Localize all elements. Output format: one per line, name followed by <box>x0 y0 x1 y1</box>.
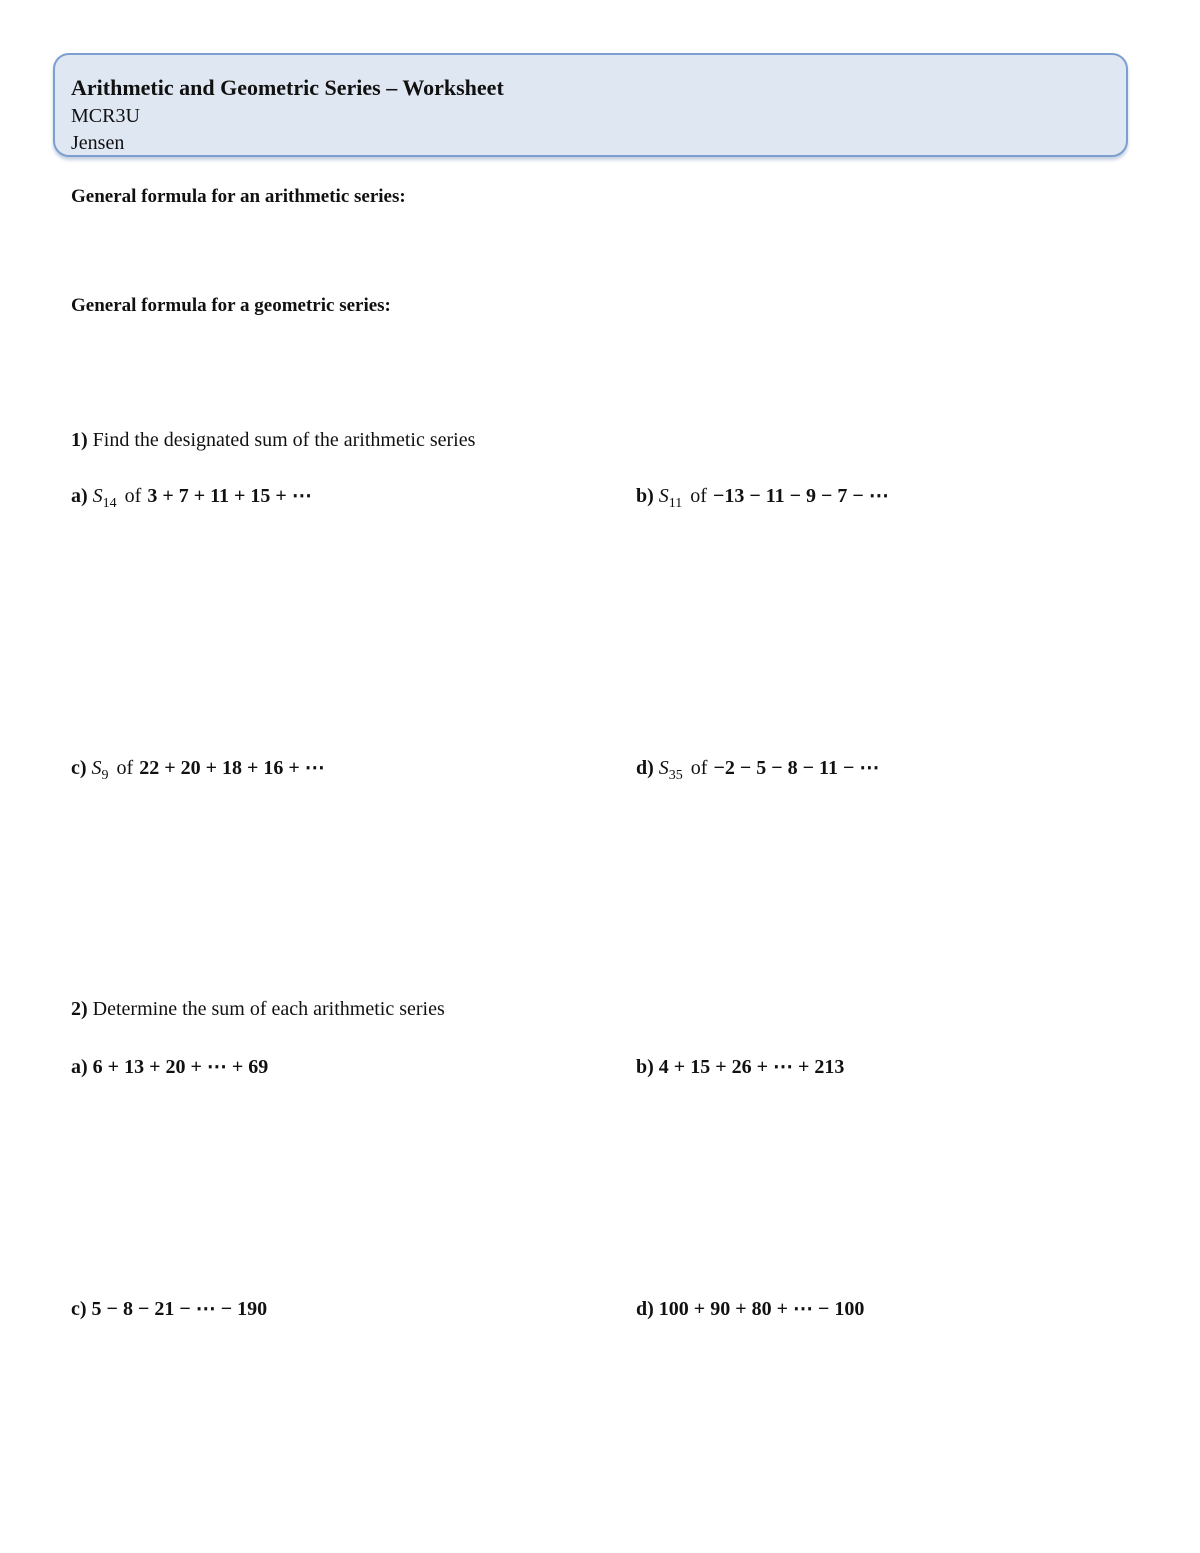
series-expression: 5 − 8 − 21 − ⋯ − 190 <box>91 1298 268 1320</box>
sum-index: 14 <box>102 496 117 511</box>
series-expression: 6 + 13 + 20 + ⋯ + 69 <box>92 1056 269 1078</box>
question-number: 1) <box>71 429 88 451</box>
part-label: c) <box>71 1298 87 1320</box>
sum-symbol: S <box>658 757 669 779</box>
question-2c <box>71 1296 267 1321</box>
part-label: b) <box>636 485 654 507</box>
part-label: d) <box>636 757 654 779</box>
question-2a <box>71 1054 268 1079</box>
part-label: c) <box>71 757 87 779</box>
series-expression: −2 − 5 − 8 − 11 − ⋯ <box>713 757 880 779</box>
part-label: b) <box>636 1056 654 1078</box>
course-code: MCR3U <box>71 105 140 127</box>
series-expression: 4 + 15 + 26 + ⋯ + 213 <box>658 1056 845 1078</box>
worksheet-title: Arithmetic and Geometric Series – Worksheet <box>71 75 504 100</box>
question-2d <box>636 1296 864 1321</box>
sum-index: 9 <box>101 768 109 783</box>
of-word: of <box>690 757 708 779</box>
question-1a <box>71 483 312 512</box>
of-word: of <box>690 485 707 507</box>
question-2b <box>636 1054 844 1079</box>
sum-symbol: S <box>658 485 669 507</box>
part-label: d) <box>636 1298 654 1320</box>
arithmetic-formula-heading: General formula for an arithmetic series: <box>71 186 406 207</box>
of-word: of <box>124 485 142 507</box>
series-expression: 3 + 7 + 11 + 15 + ⋯ <box>147 485 312 507</box>
sum-index: 35 <box>668 768 683 783</box>
question-1d <box>636 755 879 784</box>
question-prompt: Determine the sum of each arithmetic series <box>87 998 445 1020</box>
sum-symbol: S <box>91 757 102 779</box>
sum-index: 11 <box>668 496 683 511</box>
question-2-heading <box>71 998 445 1021</box>
teacher-name: Jensen <box>71 132 125 154</box>
question-1b <box>636 483 889 512</box>
series-expression: −13 − 11 − 9 − 7 − ⋯ <box>712 485 889 507</box>
question-prompt: Find the designated sum of the arithmetic series <box>87 429 476 451</box>
question-number: 2) <box>71 998 88 1020</box>
series-expression: 100 + 90 + 80 + ⋯ − 100 <box>658 1298 865 1320</box>
question-1c <box>71 755 325 784</box>
sum-symbol: S <box>92 485 103 507</box>
series-expression: 22 + 20 + 18 + 16 + ⋯ <box>139 757 325 779</box>
part-label: a) <box>71 1056 88 1078</box>
worksheet-header <box>53 53 1128 157</box>
part-label: a) <box>71 485 88 507</box>
of-word: of <box>116 757 134 779</box>
geometric-formula-heading: General formula for a geometric series: <box>71 295 391 316</box>
question-1-heading <box>71 429 475 452</box>
